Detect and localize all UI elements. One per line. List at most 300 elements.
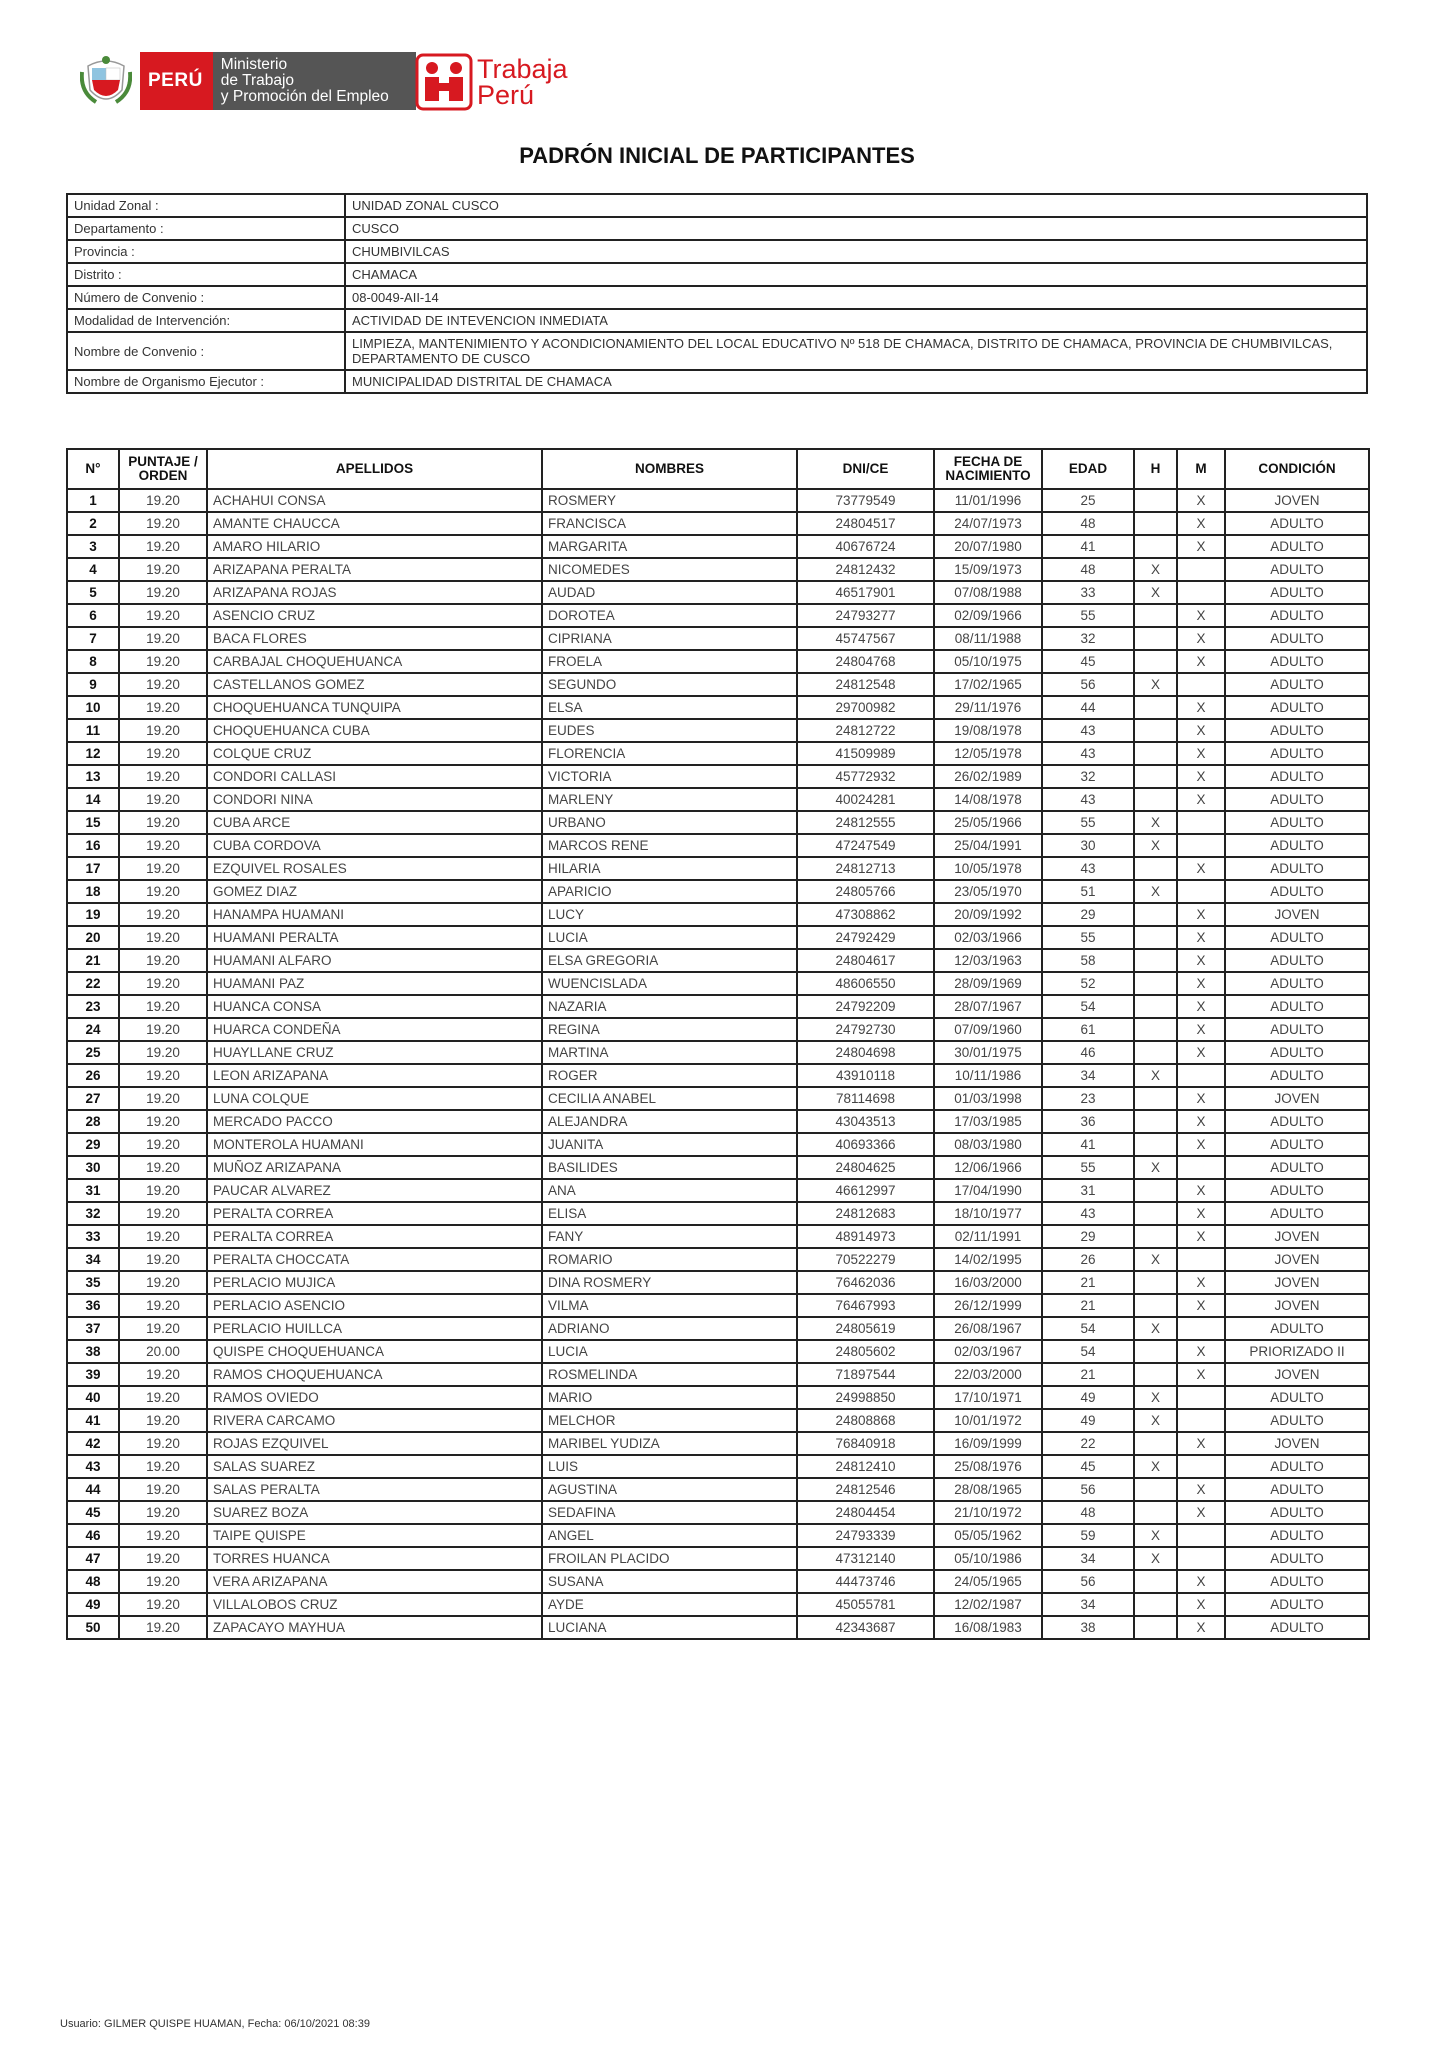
age-cell: 52 xyxy=(1042,972,1134,995)
condition-cell: ADULTO xyxy=(1225,765,1369,788)
row-number: 10 xyxy=(67,696,119,719)
age-cell: 54 xyxy=(1042,995,1134,1018)
row-number: 39 xyxy=(67,1363,119,1386)
row-number: 35 xyxy=(67,1271,119,1294)
age-cell: 48 xyxy=(1042,512,1134,535)
dni-cell: 71897544 xyxy=(797,1363,934,1386)
age-cell: 55 xyxy=(1042,926,1134,949)
names-cell: ALEJANDRA xyxy=(542,1110,797,1133)
table-row xyxy=(67,1363,1369,1386)
age-cell: 34 xyxy=(1042,1593,1134,1616)
surnames-cell: HUAMANI PAZ xyxy=(207,972,542,995)
score-cell: 20.00 xyxy=(119,1340,207,1363)
table-row xyxy=(67,834,1369,857)
table-row xyxy=(67,1524,1369,1547)
condition-cell: ADULTO xyxy=(1225,1616,1369,1639)
male-mark-cell xyxy=(1134,1179,1177,1202)
surnames-cell: AMANTE CHAUCCA xyxy=(207,512,542,535)
table-row xyxy=(67,1156,1369,1179)
male-mark-cell: X xyxy=(1134,1547,1177,1570)
birthdate-cell: 05/05/1962 xyxy=(934,1524,1042,1547)
names-cell: ELSA xyxy=(542,696,797,719)
names-cell: ELISA xyxy=(542,1202,797,1225)
names-cell: AUDAD xyxy=(542,581,797,604)
score-cell: 19.20 xyxy=(119,995,207,1018)
info-value: ACTIVIDAD DE INTEVENCION INMEDIATA xyxy=(345,309,1367,332)
names-cell: LUCIANA xyxy=(542,1616,797,1639)
score-cell: 19.20 xyxy=(119,1018,207,1041)
score-cell: 19.20 xyxy=(119,1570,207,1593)
dni-cell: 24812722 xyxy=(797,719,934,742)
male-mark-cell xyxy=(1134,1271,1177,1294)
male-mark-cell xyxy=(1134,627,1177,650)
birthdate-cell: 26/12/1999 xyxy=(934,1294,1042,1317)
male-mark-cell: X xyxy=(1134,1524,1177,1547)
male-mark-cell: X xyxy=(1134,1156,1177,1179)
surnames-cell: CUBA ARCE xyxy=(207,811,542,834)
table-row xyxy=(67,903,1369,926)
score-cell: 19.20 xyxy=(119,834,207,857)
dni-cell: 24812683 xyxy=(797,1202,934,1225)
male-mark-cell xyxy=(1134,926,1177,949)
score-cell: 19.20 xyxy=(119,1409,207,1432)
male-mark-cell xyxy=(1134,1225,1177,1248)
names-cell: VICTORIA xyxy=(542,765,797,788)
condition-cell: ADULTO xyxy=(1225,834,1369,857)
age-cell: 56 xyxy=(1042,673,1134,696)
female-mark-cell xyxy=(1177,1524,1225,1547)
dni-cell: 24805602 xyxy=(797,1340,934,1363)
row-number: 13 xyxy=(67,765,119,788)
female-mark-cell xyxy=(1177,1317,1225,1340)
condition-cell: ADULTO xyxy=(1225,558,1369,581)
participants-table xyxy=(66,448,1370,1640)
row-number: 36 xyxy=(67,1294,119,1317)
surnames-cell: PERALTA CORREA xyxy=(207,1225,542,1248)
names-cell: MARGARITA xyxy=(542,535,797,558)
age-cell: 43 xyxy=(1042,788,1134,811)
age-cell: 55 xyxy=(1042,1156,1134,1179)
table-row xyxy=(67,949,1369,972)
female-mark-cell: X xyxy=(1177,650,1225,673)
male-mark-cell xyxy=(1134,1363,1177,1386)
birthdate-cell: 20/09/1992 xyxy=(934,903,1042,926)
age-cell: 43 xyxy=(1042,742,1134,765)
male-mark-cell: X xyxy=(1134,834,1177,857)
column-header: FECHA DE NACIMIENTO xyxy=(934,449,1042,489)
names-cell: DOROTEA xyxy=(542,604,797,627)
condition-cell: ADULTO xyxy=(1225,972,1369,995)
names-cell: URBANO xyxy=(542,811,797,834)
female-mark-cell: X xyxy=(1177,512,1225,535)
table-row xyxy=(67,811,1369,834)
row-number: 1 xyxy=(67,489,119,512)
score-cell: 19.20 xyxy=(119,1294,207,1317)
dni-cell: 46517901 xyxy=(797,581,934,604)
condition-cell: ADULTO xyxy=(1225,1110,1369,1133)
surnames-cell: RAMOS OVIEDO xyxy=(207,1386,542,1409)
row-number: 33 xyxy=(67,1225,119,1248)
birthdate-cell: 08/11/1988 xyxy=(934,627,1042,650)
row-number: 24 xyxy=(67,1018,119,1041)
peru-label: PERÚ xyxy=(140,52,213,110)
score-cell: 19.20 xyxy=(119,719,207,742)
names-cell: MARTINA xyxy=(542,1041,797,1064)
surnames-cell: CONDORI CALLASI xyxy=(207,765,542,788)
age-cell: 49 xyxy=(1042,1409,1134,1432)
info-value: CHUMBIVILCAS xyxy=(345,240,1367,263)
table-row xyxy=(67,1317,1369,1340)
dni-cell: 47308862 xyxy=(797,903,934,926)
info-row xyxy=(67,263,1367,286)
dni-cell: 46612997 xyxy=(797,1179,934,1202)
dni-cell: 24792429 xyxy=(797,926,934,949)
female-mark-cell: X xyxy=(1177,949,1225,972)
row-number: 37 xyxy=(67,1317,119,1340)
table-row xyxy=(67,1616,1369,1639)
names-cell: CIPRIANA xyxy=(542,627,797,650)
row-number: 47 xyxy=(67,1547,119,1570)
names-cell: LUCIA xyxy=(542,926,797,949)
names-cell: LUCIA xyxy=(542,1340,797,1363)
birthdate-cell: 25/08/1976 xyxy=(934,1455,1042,1478)
male-mark-cell xyxy=(1134,765,1177,788)
female-mark-cell xyxy=(1177,811,1225,834)
info-label: Número de Convenio : xyxy=(67,286,345,309)
score-cell: 19.20 xyxy=(119,535,207,558)
row-number: 41 xyxy=(67,1409,119,1432)
birthdate-cell: 16/09/1999 xyxy=(934,1432,1042,1455)
table-row xyxy=(67,788,1369,811)
age-cell: 51 xyxy=(1042,880,1134,903)
row-number: 23 xyxy=(67,995,119,1018)
birthdate-cell: 17/03/1985 xyxy=(934,1110,1042,1133)
female-mark-cell: X xyxy=(1177,742,1225,765)
dni-cell: 24805766 xyxy=(797,880,934,903)
birthdate-cell: 02/09/1966 xyxy=(934,604,1042,627)
male-mark-cell xyxy=(1134,857,1177,880)
birthdate-cell: 29/11/1976 xyxy=(934,696,1042,719)
birthdate-cell: 08/03/1980 xyxy=(934,1133,1042,1156)
column-header: M xyxy=(1177,449,1225,489)
condition-cell: ADULTO xyxy=(1225,1478,1369,1501)
condition-cell: ADULTO xyxy=(1225,1570,1369,1593)
male-mark-cell xyxy=(1134,1340,1177,1363)
ministry-line-1: Ministerio xyxy=(220,56,288,73)
dni-cell: 24793339 xyxy=(797,1524,934,1547)
names-cell: ADRIANO xyxy=(542,1317,797,1340)
male-mark-cell xyxy=(1134,512,1177,535)
condition-cell: JOVEN xyxy=(1225,489,1369,512)
table-row xyxy=(67,1133,1369,1156)
score-cell: 19.20 xyxy=(119,765,207,788)
age-cell: 21 xyxy=(1042,1363,1134,1386)
row-number: 32 xyxy=(67,1202,119,1225)
table-row xyxy=(67,1570,1369,1593)
condition-cell: ADULTO xyxy=(1225,1018,1369,1041)
surnames-cell: TAIPE QUISPE xyxy=(207,1524,542,1547)
female-mark-cell: X xyxy=(1177,765,1225,788)
surnames-cell: TORRES HUANCA xyxy=(207,1547,542,1570)
table-row xyxy=(67,1271,1369,1294)
table-row xyxy=(67,1041,1369,1064)
condition-cell: ADULTO xyxy=(1225,1041,1369,1064)
birthdate-cell: 16/08/1983 xyxy=(934,1616,1042,1639)
dni-cell: 24804768 xyxy=(797,650,934,673)
age-cell: 34 xyxy=(1042,1547,1134,1570)
male-mark-cell xyxy=(1134,1202,1177,1225)
table-row xyxy=(67,1478,1369,1501)
table-row xyxy=(67,719,1369,742)
dni-cell: 47312140 xyxy=(797,1547,934,1570)
female-mark-cell: X xyxy=(1177,1110,1225,1133)
info-value: CUSCO xyxy=(345,217,1367,240)
score-cell: 19.20 xyxy=(119,489,207,512)
dni-cell: 24792730 xyxy=(797,1018,934,1041)
female-mark-cell: X xyxy=(1177,1593,1225,1616)
names-cell: ELSA GREGORIA xyxy=(542,949,797,972)
birthdate-cell: 02/03/1967 xyxy=(934,1340,1042,1363)
surnames-cell: EZQUIVEL ROSALES xyxy=(207,857,542,880)
surnames-cell: CHOQUEHUANCA CUBA xyxy=(207,719,542,742)
table-row xyxy=(67,535,1369,558)
info-value: MUNICIPALIDAD DISTRITAL DE CHAMACA xyxy=(345,370,1367,393)
surnames-cell: SALAS PERALTA xyxy=(207,1478,542,1501)
condition-cell: ADULTO xyxy=(1225,719,1369,742)
names-cell: FROELA xyxy=(542,650,797,673)
names-cell: HILARIA xyxy=(542,857,797,880)
condition-cell: JOVEN xyxy=(1225,1432,1369,1455)
score-cell: 19.20 xyxy=(119,972,207,995)
column-header: APELLIDOS xyxy=(207,449,542,489)
row-number: 18 xyxy=(67,880,119,903)
dni-cell: 40024281 xyxy=(797,788,934,811)
female-mark-cell: X xyxy=(1177,1018,1225,1041)
names-cell: ANGEL xyxy=(542,1524,797,1547)
condition-cell: ADULTO xyxy=(1225,650,1369,673)
birthdate-cell: 26/08/1967 xyxy=(934,1317,1042,1340)
surnames-cell: LUNA COLQUE xyxy=(207,1087,542,1110)
dni-cell: 24804617 xyxy=(797,949,934,972)
score-cell: 19.20 xyxy=(119,788,207,811)
row-number: 30 xyxy=(67,1156,119,1179)
male-mark-cell: X xyxy=(1134,1386,1177,1409)
info-label: Departamento : xyxy=(67,217,345,240)
age-cell: 48 xyxy=(1042,558,1134,581)
score-cell: 19.20 xyxy=(119,1478,207,1501)
info-label: Unidad Zonal : xyxy=(67,194,345,217)
female-mark-cell: X xyxy=(1177,1133,1225,1156)
male-mark-cell xyxy=(1134,1133,1177,1156)
condition-cell: ADULTO xyxy=(1225,1593,1369,1616)
surnames-cell: ZAPACAYO MAYHUA xyxy=(207,1616,542,1639)
surnames-cell: MONTEROLA HUAMANI xyxy=(207,1133,542,1156)
table-row xyxy=(67,1294,1369,1317)
table-row xyxy=(67,1432,1369,1455)
info-row xyxy=(67,240,1367,263)
row-number: 12 xyxy=(67,742,119,765)
birthdate-cell: 21/10/1972 xyxy=(934,1501,1042,1524)
row-number: 5 xyxy=(67,581,119,604)
names-cell: FANY xyxy=(542,1225,797,1248)
dni-cell: 24812713 xyxy=(797,857,934,880)
birthdate-cell: 14/08/1978 xyxy=(934,788,1042,811)
row-number: 28 xyxy=(67,1110,119,1133)
condition-cell: ADULTO xyxy=(1225,1409,1369,1432)
birthdate-cell: 05/10/1986 xyxy=(934,1547,1042,1570)
names-cell: SUSANA xyxy=(542,1570,797,1593)
table-row xyxy=(67,581,1369,604)
female-mark-cell xyxy=(1177,1455,1225,1478)
score-cell: 19.20 xyxy=(119,581,207,604)
dni-cell: 76462036 xyxy=(797,1271,934,1294)
table-row xyxy=(67,1340,1369,1363)
condition-cell: ADULTO xyxy=(1225,1386,1369,1409)
condition-cell: ADULTO xyxy=(1225,742,1369,765)
names-cell: FROILAN PLACIDO xyxy=(542,1547,797,1570)
row-number: 6 xyxy=(67,604,119,627)
surnames-cell: PERLACIO MUJICA xyxy=(207,1271,542,1294)
birthdate-cell: 17/02/1965 xyxy=(934,673,1042,696)
names-cell: ROMARIO xyxy=(542,1248,797,1271)
score-cell: 19.20 xyxy=(119,949,207,972)
birthdate-cell: 05/10/1975 xyxy=(934,650,1042,673)
names-cell: BASILIDES xyxy=(542,1156,797,1179)
row-number: 46 xyxy=(67,1524,119,1547)
row-number: 20 xyxy=(67,926,119,949)
row-number: 38 xyxy=(67,1340,119,1363)
ministry-line-2: de Trabajo xyxy=(220,72,295,89)
surnames-cell: PERLACIO HUILLCA xyxy=(207,1317,542,1340)
names-cell: MARIBEL YUDIZA xyxy=(542,1432,797,1455)
birthdate-cell: 28/07/1967 xyxy=(934,995,1042,1018)
names-cell: SEGUNDO xyxy=(542,673,797,696)
row-number: 27 xyxy=(67,1087,119,1110)
condition-cell: ADULTO xyxy=(1225,1317,1369,1340)
condition-cell: JOVEN xyxy=(1225,1087,1369,1110)
age-cell: 30 xyxy=(1042,834,1134,857)
birthdate-cell: 20/07/1980 xyxy=(934,535,1042,558)
birthdate-cell: 17/04/1990 xyxy=(934,1179,1042,1202)
names-cell: JUANITA xyxy=(542,1133,797,1156)
male-mark-cell: X xyxy=(1134,1248,1177,1271)
male-mark-cell xyxy=(1134,1110,1177,1133)
surnames-cell: PERALTA CHOCCATA xyxy=(207,1248,542,1271)
table-row xyxy=(67,995,1369,1018)
male-mark-cell xyxy=(1134,650,1177,673)
surnames-cell: SUAREZ BOZA xyxy=(207,1501,542,1524)
dni-cell: 41509989 xyxy=(797,742,934,765)
age-cell: 43 xyxy=(1042,719,1134,742)
score-cell: 19.20 xyxy=(119,1501,207,1524)
surnames-cell: MUÑOZ ARIZAPANA xyxy=(207,1156,542,1179)
info-row xyxy=(67,332,1367,370)
names-cell: FLORENCIA xyxy=(542,742,797,765)
row-number: 40 xyxy=(67,1386,119,1409)
surnames-cell: CUBA CORDOVA xyxy=(207,834,542,857)
age-cell: 56 xyxy=(1042,1570,1134,1593)
age-cell: 44 xyxy=(1042,696,1134,719)
age-cell: 22 xyxy=(1042,1432,1134,1455)
row-number: 26 xyxy=(67,1064,119,1087)
dni-cell: 40693366 xyxy=(797,1133,934,1156)
female-mark-cell: X xyxy=(1177,1225,1225,1248)
male-mark-cell xyxy=(1134,995,1177,1018)
score-cell: 19.20 xyxy=(119,1271,207,1294)
row-number: 31 xyxy=(67,1179,119,1202)
age-cell: 41 xyxy=(1042,535,1134,558)
info-row xyxy=(67,309,1367,332)
score-cell: 19.20 xyxy=(119,627,207,650)
birthdate-cell: 16/03/2000 xyxy=(934,1271,1042,1294)
female-mark-cell: X xyxy=(1177,1432,1225,1455)
row-number: 9 xyxy=(67,673,119,696)
row-number: 8 xyxy=(67,650,119,673)
score-cell: 19.20 xyxy=(119,604,207,627)
info-value: 08-0049-AII-14 xyxy=(345,286,1367,309)
dni-cell: 70522279 xyxy=(797,1248,934,1271)
condition-cell: ADULTO xyxy=(1225,1501,1369,1524)
names-cell: EUDES xyxy=(542,719,797,742)
info-value: UNIDAD ZONAL CUSCO xyxy=(345,194,1367,217)
surnames-cell: CONDORI NINA xyxy=(207,788,542,811)
surnames-cell: ROJAS EZQUIVEL xyxy=(207,1432,542,1455)
age-cell: 54 xyxy=(1042,1317,1134,1340)
dni-cell: 48606550 xyxy=(797,972,934,995)
male-mark-cell: X xyxy=(1134,1455,1177,1478)
age-cell: 46 xyxy=(1042,1041,1134,1064)
surnames-cell: SALAS SUAREZ xyxy=(207,1455,542,1478)
row-number: 2 xyxy=(67,512,119,535)
dni-cell: 44473746 xyxy=(797,1570,934,1593)
score-cell: 19.20 xyxy=(119,1593,207,1616)
score-cell: 19.20 xyxy=(119,696,207,719)
surnames-cell: HUAYLLANE CRUZ xyxy=(207,1041,542,1064)
condition-cell: JOVEN xyxy=(1225,1271,1369,1294)
birthdate-cell: 07/09/1960 xyxy=(934,1018,1042,1041)
row-number: 16 xyxy=(67,834,119,857)
dni-cell: 43910118 xyxy=(797,1064,934,1087)
birthdate-cell: 02/11/1991 xyxy=(934,1225,1042,1248)
score-cell: 19.20 xyxy=(119,1524,207,1547)
info-row xyxy=(67,194,1367,217)
age-cell: 61 xyxy=(1042,1018,1134,1041)
column-header: N° xyxy=(67,449,119,489)
dni-cell: 24804454 xyxy=(797,1501,934,1524)
female-mark-cell: X xyxy=(1177,535,1225,558)
row-number: 22 xyxy=(67,972,119,995)
male-mark-cell xyxy=(1134,903,1177,926)
age-cell: 26 xyxy=(1042,1248,1134,1271)
birthdate-cell: 10/05/1978 xyxy=(934,857,1042,880)
condition-cell: ADULTO xyxy=(1225,1179,1369,1202)
female-mark-cell xyxy=(1177,1547,1225,1570)
names-cell: APARICIO xyxy=(542,880,797,903)
age-cell: 54 xyxy=(1042,1340,1134,1363)
trabaja-peru-text xyxy=(477,56,568,108)
score-cell: 19.20 xyxy=(119,1432,207,1455)
surnames-cell: ARIZAPANA ROJAS xyxy=(207,581,542,604)
surnames-cell: QUISPE CHOQUEHUANCA xyxy=(207,1340,542,1363)
score-cell: 19.20 xyxy=(119,1156,207,1179)
birthdate-cell: 14/02/1995 xyxy=(934,1248,1042,1271)
condition-cell: JOVEN xyxy=(1225,1294,1369,1317)
row-number: 7 xyxy=(67,627,119,650)
male-mark-cell xyxy=(1134,1478,1177,1501)
birthdate-cell: 23/05/1970 xyxy=(934,880,1042,903)
surnames-cell: ARIZAPANA PERALTA xyxy=(207,558,542,581)
row-number: 3 xyxy=(67,535,119,558)
